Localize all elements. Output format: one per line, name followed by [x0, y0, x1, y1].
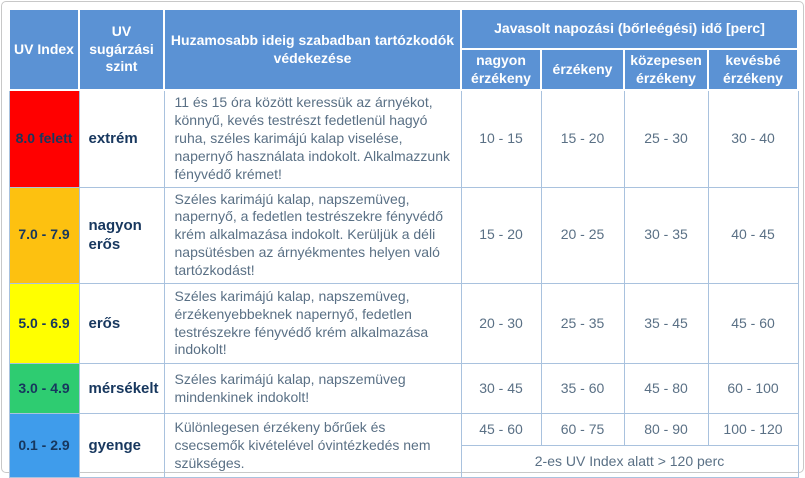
- protection-cell: Széles karimájú kalap, napszemüveg, érzékenyebbeknek napernyő, fedetlen testrészekre fényvédő krém alkalmazása indokolt!: [164, 284, 461, 364]
- header-uv-index: UV Index: [9, 9, 79, 90]
- time-cell: 30 - 40: [708, 90, 798, 187]
- time-cell: 45 - 60: [461, 414, 541, 446]
- time-cell: 80 - 90: [624, 414, 708, 446]
- uv-index-cell: 7.0 - 7.9: [9, 187, 79, 284]
- time-cell: 20 - 25: [541, 187, 624, 284]
- time-cell: 20 - 30: [461, 284, 541, 364]
- time-cell: 10 - 15: [461, 90, 541, 187]
- time-cell: 45 - 80: [624, 364, 708, 414]
- header-sensitivity-less: kevésbé érzékeny: [708, 49, 798, 90]
- time-cell: 35 - 45: [624, 284, 708, 364]
- header-sensitivity-very: nagyon érzékeny: [461, 49, 541, 90]
- time-cell: 30 - 35: [624, 187, 708, 284]
- uv-level-cell: erős: [79, 284, 164, 364]
- header-uv-level: UV sugárzási szint: [79, 9, 164, 90]
- uv-level-cell: gyenge: [79, 414, 164, 478]
- table-row-very-strong: [9, 187, 798, 284]
- table-row-weak: [9, 414, 798, 446]
- time-cell: 100 - 120: [708, 414, 798, 446]
- uv-index-cell: 8.0 felett: [9, 90, 79, 187]
- footer-note-cell: 2-es UV Index alatt > 120 perc: [461, 446, 798, 478]
- table-row-extreme: [9, 90, 798, 187]
- uv-index-cell: 0.1 - 2.9: [9, 414, 79, 478]
- protection-cell: Különlegesen érzékeny bőrűek és csecsemők kivételével óvintézkedés nem szükséges.: [164, 414, 461, 478]
- protection-cell: 11 és 15 óra között keressük az árnyékot, könnyű, kevés testrészt fedetlenül hagyó ruha, széles karimájú kalap viselése, napernyő használata indokolt. Alkalmazzunk fényvédő krémet!: [164, 90, 461, 187]
- time-cell: 15 - 20: [461, 187, 541, 284]
- time-cell: 35 - 60: [541, 364, 624, 414]
- uv-index-table: [8, 8, 799, 478]
- uv-level-cell: nagyon erős: [79, 187, 164, 284]
- table-frame: [1, 1, 804, 473]
- header-time-group: Javasolt napozási (bőrleégési) idő [perc]: [461, 9, 798, 49]
- protection-cell: Széles karimájú kalap, napszemüveg, napernyő, a fedetlen testrészekre fényvédő krém alkalmazása indokolt. Kerüljük a déli napsütésben az árnyékmentes helyen való tartózkodást!: [164, 187, 461, 284]
- time-cell: 30 - 45: [461, 364, 541, 414]
- header-sensitivity-sensitive: érzékeny: [541, 49, 624, 90]
- uv-level-cell: extrém: [79, 90, 164, 187]
- time-cell: 25 - 30: [624, 90, 708, 187]
- protection-cell: Széles karimájú kalap, napszemüveg mindenkinek indokolt!: [164, 364, 461, 414]
- time-cell: 60 - 75: [541, 414, 624, 446]
- time-cell: 60 - 100: [708, 364, 798, 414]
- time-cell: 40 - 45: [708, 187, 798, 284]
- table-row-strong: [9, 284, 798, 364]
- time-cell: 45 - 60: [708, 284, 798, 364]
- header-sensitivity-medium: közepesen érzékeny: [624, 49, 708, 90]
- header-protection: Huzamosabb ideig szabadban tartózkodók védekezése: [164, 9, 461, 90]
- time-cell: 25 - 35: [541, 284, 624, 364]
- time-cell: 15 - 20: [541, 90, 624, 187]
- uv-index-cell: 3.0 - 4.9: [9, 364, 79, 414]
- uv-level-cell: mérsékelt: [79, 364, 164, 414]
- table-row-moderate: [9, 364, 798, 414]
- uv-index-cell: 5.0 - 6.9: [9, 284, 79, 364]
